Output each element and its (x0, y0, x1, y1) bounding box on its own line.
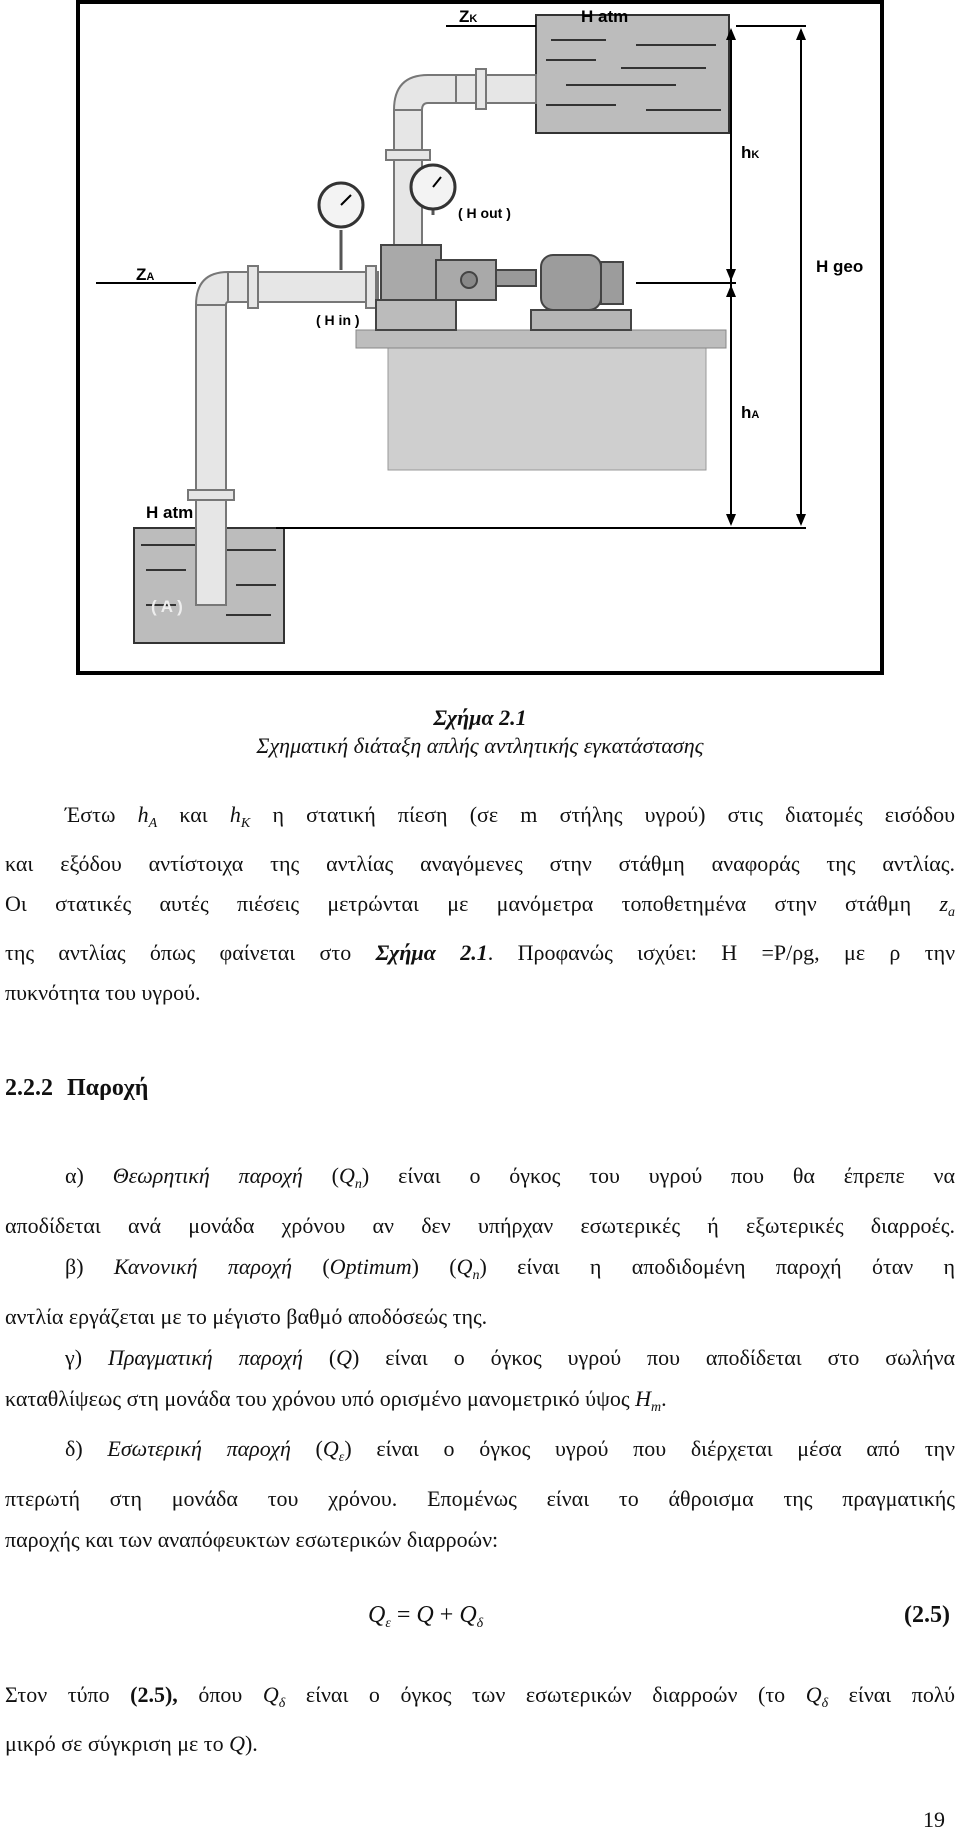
closing-paragraph: Στον τύπο (2.5), όπου $Q_\delta$ είναι ο όγκος των εσωτερικών διαρροών (το $Q_\delta$ είναι πολύ μικρό σε σύγκριση με το Q). (5, 1682, 956, 1756)
upper-tank (536, 15, 729, 133)
suction-pipe (196, 305, 226, 605)
label-ha: hA (741, 403, 760, 422)
label-tank-a: ( A ) (151, 597, 183, 616)
figure-caption-title: Σχήμα 2.1 (433, 705, 527, 730)
intro-paragraph: Έστω $h_A$ και $h_K$ η στατική πίεση (σε m στήλης υγρού) στις διατομές εισόδου και εξόδου αντίστοιχα της αντλίας αναγόμενες στην στάθμη αναφοράς της αντλίας. Οι στατικές αυτές πιέσεις μετρώνται με μανόμετρα τοποθετημένα στην στάθμη $z_a$ της αντλίας όπως φαίνεται στο Σχήμα 2.1. Προφανώς ισχύει: H =P/ρg, με ρ την πυκνότητα του υγρού. (5, 802, 956, 1005)
label-hk: hK (741, 143, 760, 162)
section-heading: 2.2.2 Παροχή (5, 1075, 149, 1101)
figure-caption-subtitle: Σχηματική διάταξη απλής αντλητικής εγκατάστασης (256, 733, 704, 758)
label-hatm-top: H atm (581, 7, 629, 26)
pump-installation-diagram (76, 0, 884, 675)
label-zk: ZK (459, 7, 478, 26)
flow-definitions: α) Θεωρητική παροχή $(Q_n)$ είναι ο όγκος του υγρού που θα έπρεπε να αποδίδεται ανά μονάδα χρόνου αν δεν υπήρχαν εσωτερικές ή εξωτερικές διαρροές. β) Κανονική παροχή (Optimum) $(Q_n)$ είναι η αποδιδομένη παροχή όταν η αντλία εργάζεται με το μέγιστο βαθμό αποδόσεώς της. γ) Πραγματική παροχή (Q) είναι ο όγκος υγρού που αποδίδεται στο σωλήνα καταθλίψεως στη μονάδα του χρόνου υπό ορισμένο μανομετρικό ύψος $H_m$. δ) Εσωτερική παροχή $(Q_\varepsilon)$ είναι ο όγκος υγρού που διέρχεται μέσα από την πτερωτή στη μονάδα του χρόνου. Επομένως είναι το άθροισμα της πραγματικής παροχής και των αναπόφευκτων εσωτερικών διαρροών: (5, 1163, 956, 1552)
label-hgeo: H geo (816, 257, 864, 276)
label-hout: ( H out ) (458, 205, 511, 221)
equation-number: (2.5) (904, 1602, 950, 1628)
page-number: 19 (923, 1807, 945, 1832)
equation-2-5: $Q_\varepsilon = Q + Q_\delta$ (368, 1602, 484, 1631)
foundation-block (388, 345, 706, 470)
electric-motor (531, 255, 631, 330)
label-za: ZA (136, 265, 155, 284)
label-hin: ( H in ) (316, 312, 360, 328)
label-hatm-bottom: H atm (146, 503, 194, 522)
